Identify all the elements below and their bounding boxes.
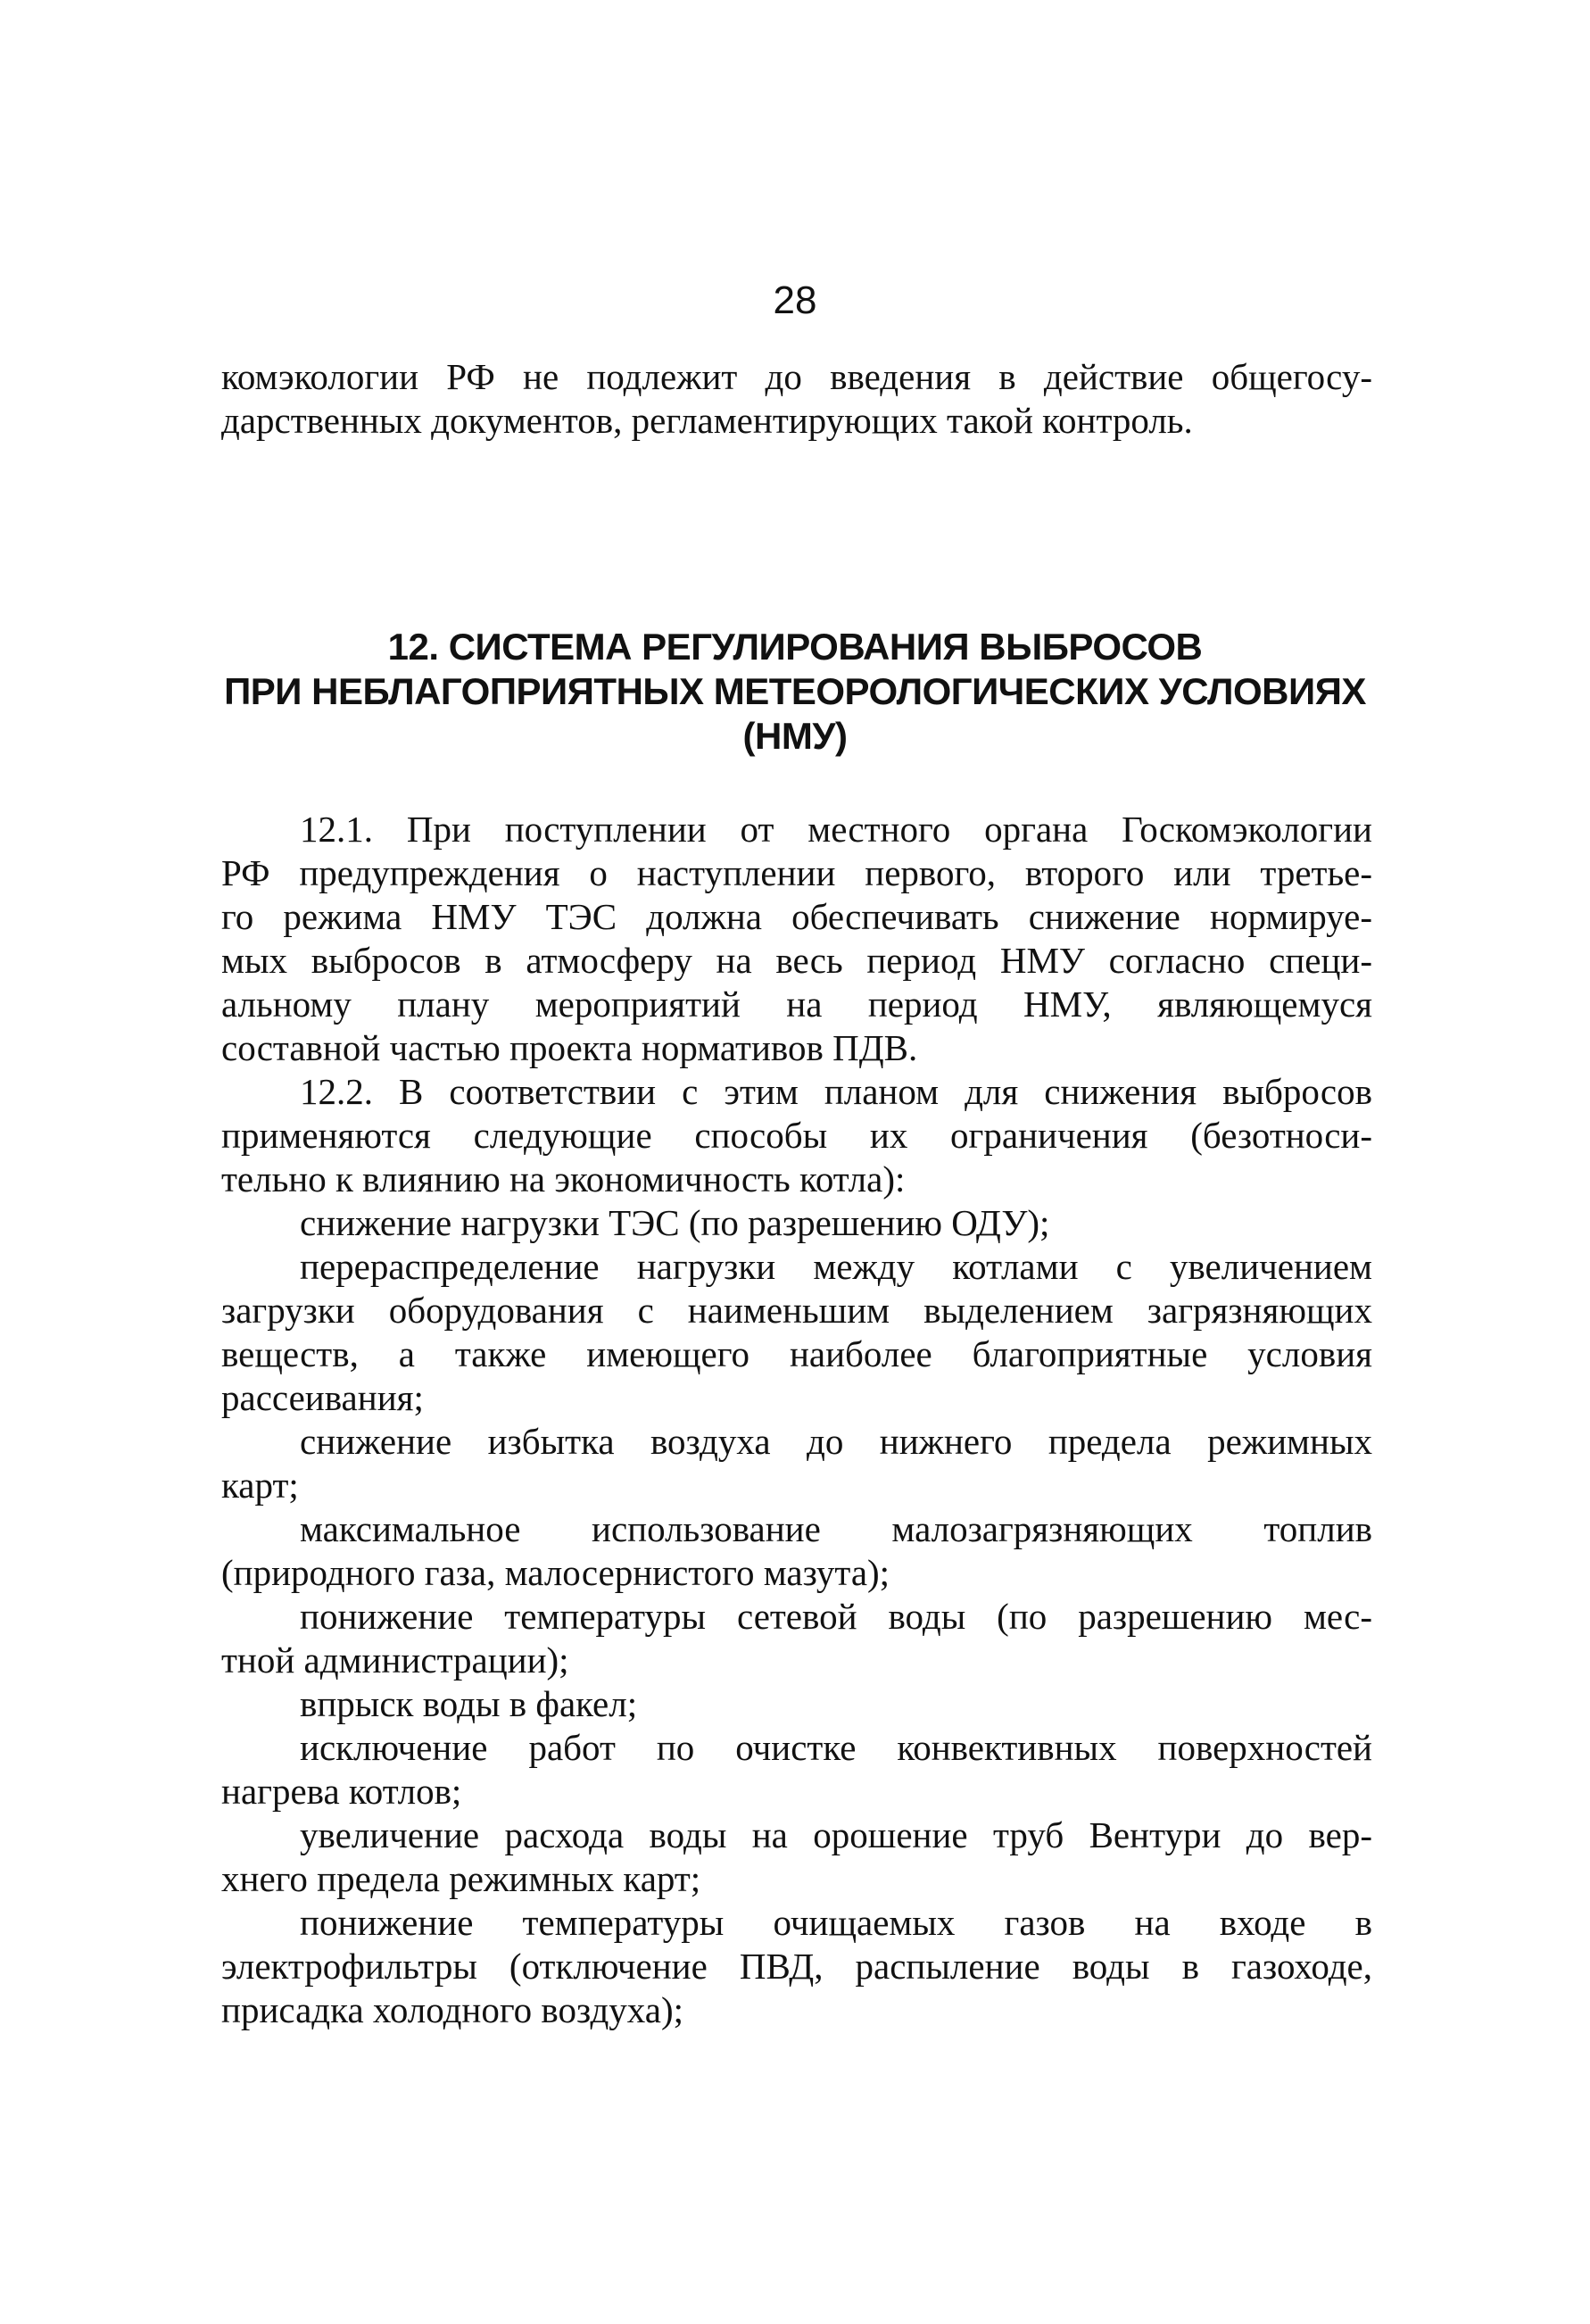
paragraph-12-1-line: 12.1. При поступлении от местного органа Госкомэкологии	[300, 809, 1372, 850]
text-line: дарственных документов, регламентирующих такой контроль.	[221, 400, 1193, 441]
list-item-continuation: нагрева котлов;	[221, 1771, 462, 1812]
list-item: снижение избытка воздуха до нижнего предела режимных	[300, 1421, 1372, 1462]
heading-line: (НМУ)	[742, 715, 848, 757]
list-item-continuation: тной администрации);	[221, 1639, 569, 1681]
list-item-continuation: рассеивания;	[221, 1377, 424, 1418]
list-item: понижение температуры сетевой воды (по разрешению мес-	[300, 1596, 1372, 1637]
heading-line: 12. СИСТЕМА РЕГУЛИРОВАНИЯ ВЫБРОСОВ	[387, 626, 1203, 668]
list-item-continuation: (природного газа, малосернистого мазута);	[221, 1552, 890, 1593]
list-item: снижение нагрузки ТЭС (по разрешению ОДУ);	[300, 1202, 1050, 1243]
list-item-continuation: карт;	[221, 1465, 299, 1506]
page-number: 28	[773, 278, 817, 322]
list-item: увеличение расхода воды на орошение труб Вентури до вер-	[300, 1814, 1372, 1855]
list-item-continuation: присадка холодного воздуха);	[221, 1989, 684, 2030]
paragraph-12-2-line: применяются следующие способы их ограничения (безотноси-	[221, 1115, 1372, 1156]
list-item: понижение температуры очищаемых газов на входе в	[300, 1902, 1372, 1943]
section-heading	[0, 625, 1590, 759]
heading-line: ПРИ НЕБЛАГОПРИЯТНЫХ МЕТЕОРОЛОГИЧЕСКИХ УСЛОВИЯХ	[224, 670, 1366, 712]
section-body	[221, 808, 1372, 2032]
list-item-continuation: веществ, а также имеющего наиболее благоприятные условия	[221, 1333, 1372, 1374]
paragraph-12-2-line: 12.2. В соответствии с этим планом для снижения выбросов	[300, 1071, 1372, 1112]
paragraph-12-1-line: составной частью проекта нормативов ПДВ.	[221, 1027, 918, 1068]
paragraph-12-1-line: го режима НМУ ТЭС должна обеспечивать снижение нормируе-	[221, 896, 1372, 937]
list-item: исключение работ по очистке конвективных поверхностей	[300, 1727, 1372, 1768]
paragraph-12-1-line: РФ предупреждения о наступлении первого, второго или третье-	[221, 852, 1372, 893]
list-item-continuation: хнего предела режимных карт;	[221, 1858, 701, 1899]
list-item-continuation: электрофильтры (отключение ПВД, распыление воды в газоходе,	[221, 1946, 1372, 1987]
paragraph-12-1-line: альному плану мероприятий на период НМУ, являющемуся	[221, 984, 1372, 1025]
list-item: перераспределение нагрузки между котлами с увеличением	[300, 1246, 1372, 1287]
list-item: максимальное использование малозагрязняющих топлив	[300, 1508, 1372, 1549]
list-item-continuation: загрузки оборудования с наименьшим выделением загрязняющих	[221, 1290, 1372, 1331]
paragraph-12-1-line: мых выбросов в атмосферу на весь период НМУ согласно специ-	[221, 940, 1372, 981]
text-line: комэкологии РФ не подлежит до введения в действие общегосу-	[221, 356, 1372, 397]
list-item: впрыск воды в факел;	[300, 1683, 638, 1724]
paragraph-12-2-line: тельно к влиянию на экономичность котла):	[221, 1158, 906, 1199]
intro-paragraph	[221, 355, 1372, 443]
